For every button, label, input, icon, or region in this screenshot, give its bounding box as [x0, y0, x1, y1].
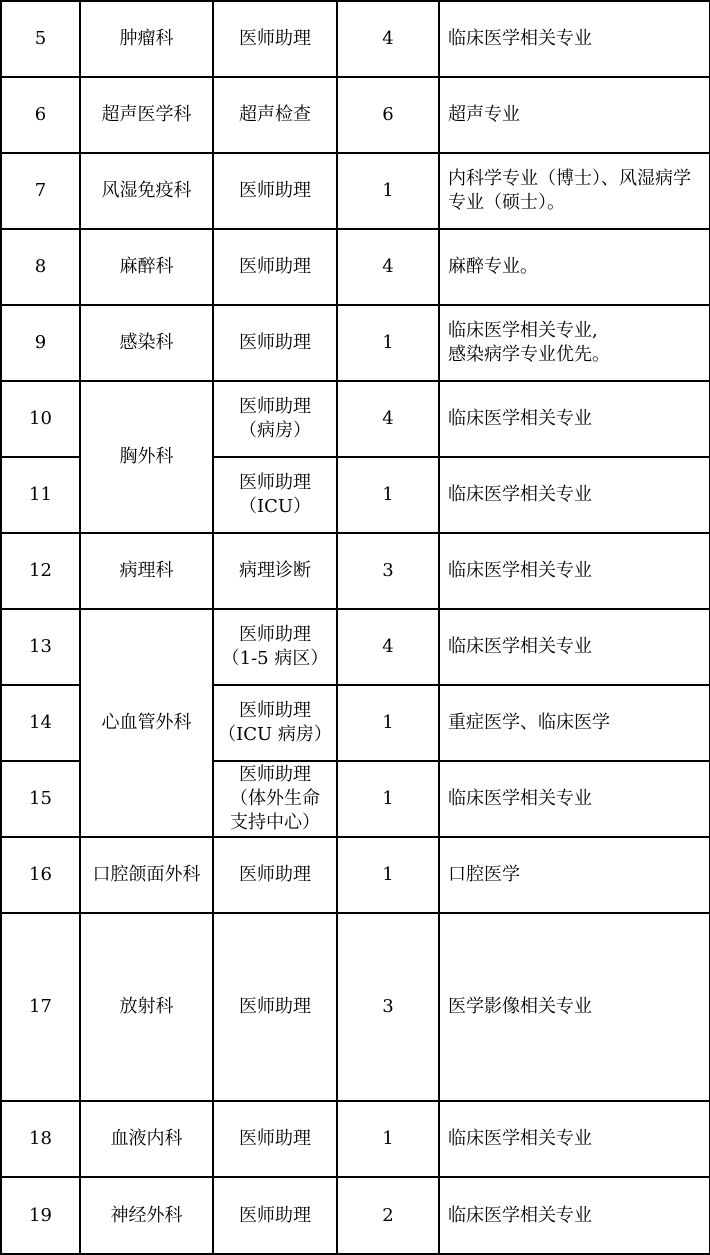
- row-number: 15: [1, 761, 80, 837]
- requirement: 临床医学相关专业: [439, 761, 710, 837]
- department: 血液内科: [80, 1101, 213, 1177]
- department: 麻醉科: [80, 229, 213, 305]
- requirement: 临床医学相关专业: [439, 381, 710, 457]
- row-number: 6: [1, 77, 80, 153]
- position: 医师助理: [213, 153, 337, 229]
- headcount: 1: [337, 305, 439, 381]
- position: 医师助理 （1-5 病区）: [213, 609, 337, 685]
- requirement: 临床医学相关专业: [439, 457, 710, 533]
- headcount: 1: [337, 457, 439, 533]
- headcount: 1: [337, 1101, 439, 1177]
- row-number: 13: [1, 609, 80, 685]
- row-number: 19: [1, 1177, 80, 1254]
- table-row: [1, 381, 710, 457]
- row-number: 7: [1, 153, 80, 229]
- department: 病理科: [80, 533, 213, 609]
- position: 医师助理: [213, 305, 337, 381]
- requirement: 医学影像相关专业: [439, 913, 710, 1101]
- requirement: 重症医学、临床医学: [439, 685, 710, 761]
- position: 医师助理 （ICU）: [213, 457, 337, 533]
- row-number: 12: [1, 533, 80, 609]
- headcount: 4: [337, 381, 439, 457]
- position: 医师助理: [213, 837, 337, 913]
- headcount: 6: [337, 77, 439, 153]
- requirement: 临床医学相关专业: [439, 1101, 710, 1177]
- headcount: 4: [337, 609, 439, 685]
- headcount: 1: [337, 153, 439, 229]
- department: 风湿免疫科: [80, 153, 213, 229]
- row-number: 9: [1, 305, 80, 381]
- position: 病理诊断: [213, 533, 337, 609]
- headcount: 4: [337, 229, 439, 305]
- position: 医师助理 （ICU 病房）: [213, 685, 337, 761]
- headcount: 3: [337, 533, 439, 609]
- position: 医师助理 （体外生命 支持中心）: [213, 761, 337, 837]
- department: 放射科: [80, 913, 213, 1101]
- position: 医师助理: [213, 913, 337, 1101]
- row-number: 16: [1, 837, 80, 913]
- row-number: 5: [1, 1, 80, 77]
- position: 医师助理: [213, 1, 337, 77]
- table-row: [1, 153, 710, 229]
- position: 医师助理: [213, 229, 337, 305]
- requirement: 麻醉专业。: [439, 229, 710, 305]
- department: 口腔颌面外科: [80, 837, 213, 913]
- row-number: 14: [1, 685, 80, 761]
- requirement: 内科学专业（博士）、风湿病学专业（硕士）。: [439, 153, 710, 229]
- department: 胸外科: [80, 381, 213, 533]
- table-row: [1, 533, 710, 609]
- requirement: 超声专业: [439, 77, 710, 153]
- row-number: 17: [1, 913, 80, 1101]
- headcount: 1: [337, 761, 439, 837]
- headcount: 2: [337, 1177, 439, 1254]
- requirement: 临床医学相关专业: [439, 533, 710, 609]
- position: 医师助理 （病房）: [213, 381, 337, 457]
- headcount: 4: [337, 1, 439, 77]
- row-number: 10: [1, 381, 80, 457]
- position: 医师助理: [213, 1101, 337, 1177]
- requirement: 临床医学相关专业, 感染病学专业优先。: [439, 305, 710, 381]
- row-number: 8: [1, 229, 80, 305]
- department: 神经外科: [80, 1177, 213, 1254]
- department: 超声医学科: [80, 77, 213, 153]
- headcount: 1: [337, 837, 439, 913]
- requirement: 口腔医学: [439, 837, 710, 913]
- table-row: [1, 1177, 710, 1254]
- table-row: [1, 609, 710, 685]
- department: 感染科: [80, 305, 213, 381]
- table-row: [1, 1, 710, 77]
- headcount: 1: [337, 685, 439, 761]
- department: 心血管外科: [80, 609, 213, 837]
- requirement: 临床医学相关专业: [439, 1, 710, 77]
- table-row: [1, 305, 710, 381]
- position: 超声检查: [213, 77, 337, 153]
- table-row: [1, 913, 710, 1101]
- table-row: [1, 229, 710, 305]
- headcount: 3: [337, 913, 439, 1101]
- position: 医师助理: [213, 1177, 337, 1254]
- row-number: 11: [1, 457, 80, 533]
- table-row: [1, 837, 710, 913]
- requirement: 临床医学相关专业: [439, 609, 710, 685]
- department: 肿瘤科: [80, 1, 213, 77]
- table-row: [1, 77, 710, 153]
- row-number: 18: [1, 1101, 80, 1177]
- table-row: [1, 1101, 710, 1177]
- requirement: 临床医学相关专业: [439, 1177, 710, 1254]
